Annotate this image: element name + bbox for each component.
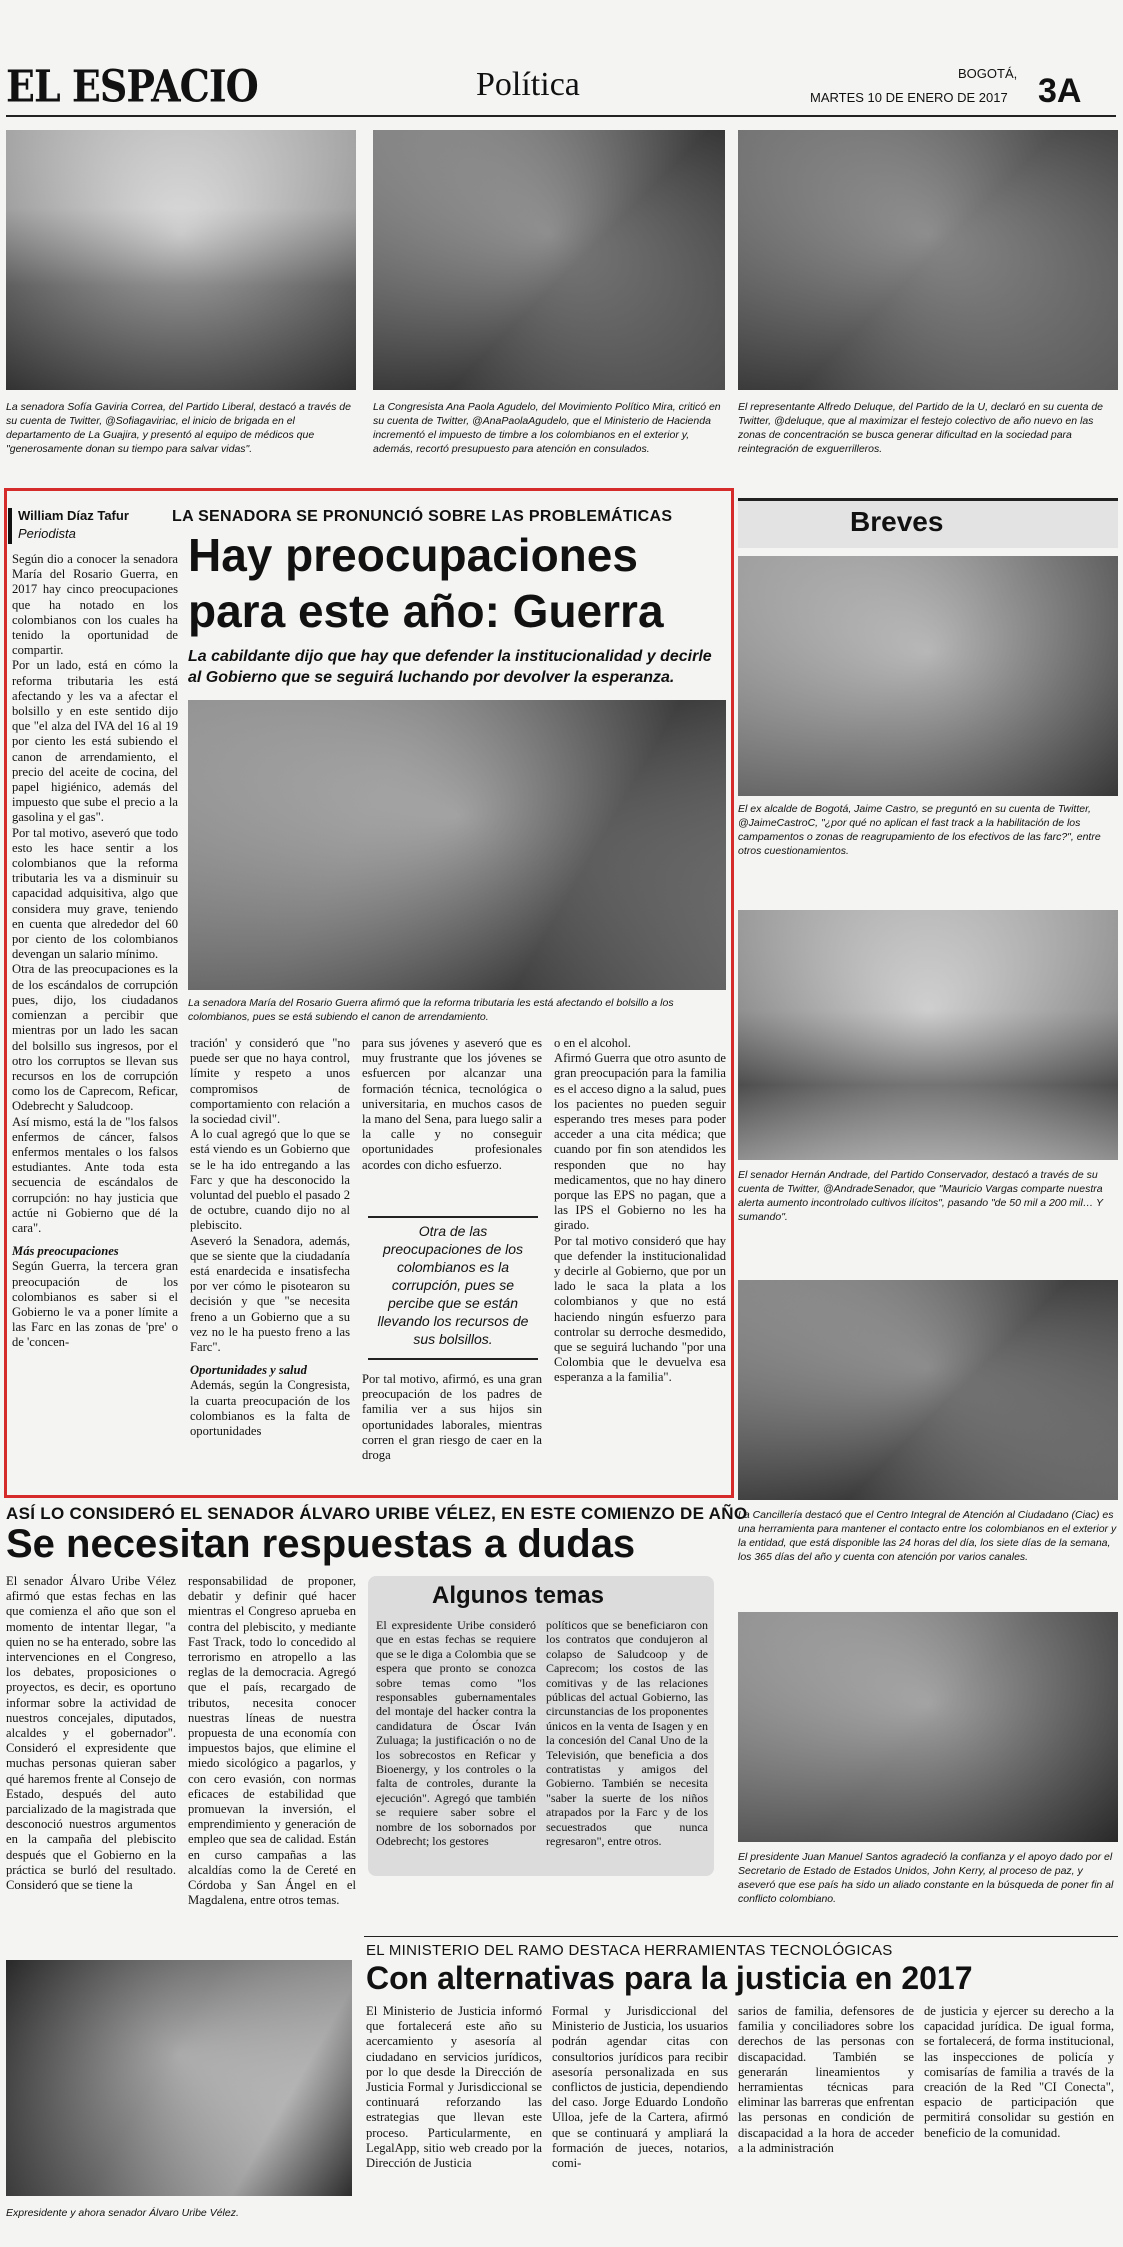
main-kicker: LA SENADORA SE PRONUNCIÓ SOBRE LAS PROBLEMÁTICAS [172, 508, 673, 525]
paragraph: políticos que se beneficiaron con los contratos que condujeron al colapso de Saludcoop y de Caprecom; los costos de las comitivas y de las relaciones públicas del actual Gobierno, las circunstancias de los proponentes únicos en la venta de Isagen y en la concesión del Canal Uno de la Televisión, que beneficia a dos contratistas y amigos del Gobierno. También se necesita "saber la suerte de los niños atrapados por la Farc y de los secuestrados que nunca regresaron", entre otros. [546, 1618, 708, 1849]
justice-rule [364, 1936, 1118, 1937]
photo-santos [738, 1612, 1118, 1842]
city: BOGOTÁ, [958, 66, 1018, 81]
caption-guerra: La senadora María del Rosario Guerra afirmó que la reforma tributaria les está afectando el bolsillo a los colombianos, pues se está subiendo el canon de arrendamiento. [188, 997, 674, 1023]
masthead-rule [6, 115, 1116, 117]
photo-guerra [188, 700, 726, 990]
breves-title: Breves [850, 506, 944, 537]
main-headline-line2: para este año: Guerra [188, 585, 664, 637]
caption-andrade: El senador Hernán Andrade, del Partido Conservador, destacó a través de su cuenta de Twitter, @AndradeSenador, que "Mauricio Vargas comparte nuestra alerta aumento incontrolado cultivos ilícitos", pasando "de 50 mil a 200 mil… Y sumando". [738, 1169, 1103, 1223]
paragraph: A lo cual agregó que lo que se está viendo es un Gobierno que se le ha ido entregando a las Farc y que ha desconocido la voluntad del pueblo el pasado 2 de octubre, cuando dijo no al plebiscito. [190, 1127, 350, 1233]
paragraph: tración' y consideró que "no puede ser que no haya control, límite y respeto a unos compromisos de comportamiento con relación a la sociedad civil". [190, 1036, 350, 1127]
paragraph: Afirmó Guerra que otro asunto de gran preocupación para la familia es el acceso digno a la salud, pues los pacientes no pueden seguir esperando tres meses para poder acceder a una cita médica; que cuando por fin son atendidos les responden que no hay medicamentos, que no hay dinero porque las EPS no pagan, que a las IPS el Gobierno no les ha girado. [554, 1051, 726, 1233]
justice-kicker: EL MINISTERIO DEL RAMO DESTACA HERRAMIENTAS TECNOLÓGICAS [366, 1942, 893, 1959]
uribe-col-1 [6, 1574, 176, 1893]
paragraph: para sus jóvenes y aseveró que es muy frustrante que los jóvenes se esfuercen por alcanzar una formación técnica, tecnológica o universitaria, en muchos casos de la mano del Sena, para luego salir a la calle y no conseguir oportunidades profesionales acordes con dicho esfuerzo. [362, 1036, 542, 1172]
section-title: Política [476, 66, 580, 103]
caption-agudelo: La Congresista Ana Paola Agudelo, del Movimiento Político Mira, criticó en su cuenta de Twitter, @AnaPaolaAgudelo, que el Ministerio de Hacienda incrementó el impuesto de timbre a los colombianos en el exterior y, además, recortó presupuesto para atención en consulados. [373, 401, 721, 455]
uribe-kicker: ASÍ LO CONSIDERÓ EL SENADOR ÁLVARO URIBE VÉLEZ, EN ESTE COMIENZO DE AÑO [6, 1504, 748, 1523]
paragraph: o en el alcohol. [554, 1036, 631, 1050]
date: MARTES 10 DE ENERO DE 2017 [810, 90, 1008, 105]
paragraph: Por un lado, está en cómo la reforma tributaria les está afectando y les va a afectar el bolsillo y en este sentido dijo que "el alza del IVA del 16 al 19 por ciento les está subiendo el canon de arrendamiento, el precio del aceite de cocina, del papel higiénico, además del impuesto que sube el precio a la gasolina y el gas". [12, 658, 178, 825]
paragraph: sarios de familia, defensores de familia y conciliadores sobre los derechos de las personas con discapacidad. También se generarán lineamientos y herramientas técnicas para eliminar las barreras que enfrentan las personas en condición de discapacidad a la hora de acceder a la administración [738, 2004, 914, 2155]
paragraph: Así mismo, está la de "los falsos enfermos de cáncer, falsos enfermos mentales o los falsos estudiantes. Ante toda esta secuencia de escándalos de corrupción: no hay justicia que actúe ni Gobierno que dé la cara". [12, 1114, 178, 1235]
caption-uribe: Expresidente y ahora senador Álvaro Uribe Vélez. [6, 2207, 239, 2219]
main-col-3b [362, 1372, 542, 1463]
photo-jaime-castro [738, 556, 1118, 796]
subheading: Oportunidades y salud [190, 1363, 307, 1378]
main-col-4 [554, 1036, 726, 1386]
photo-gaviria-brigade [6, 130, 356, 390]
caption-deluque: El representante Alfredo Deluque, del Partido de la U, declaró en su cuenta de Twitter, @deluque, que al maximizar el festejo colectivo de año nuevo en las zonas de concentración se busca generar dificultad en la sociedad para reintegración de exguerrilleros. [738, 401, 1104, 455]
pullquote-rule-bottom [368, 1358, 538, 1360]
paragraph: El Ministerio de Justicia informó que fortalecerá este año su acercamiento y asesoría al ciudadano en servicios jurídicos, por lo que desde la Dirección de Justicia Formal y Jurisdiccional se continuará reforzando las estrategias que llevan este proceso. Particularmente, en LegalApp, sitio web creado por la Dirección de Justicia [366, 2004, 542, 2171]
main-col-3 [362, 1036, 542, 1173]
paragraph: Por tal motivo, afirmó, es una gran preocupación de los padres de familia ver a sus hijos sin oportunidades laborales, mientras corren el gran riesgo de caer en la droga [362, 1372, 542, 1463]
paragraph: El expresidente Uribe consideró que en estas fechas se requiere que se le diga a Colombia que se espera que pronto se conozca sobre temas como "los responsables gubernamentales del montaje del hacker contra la candidatura de Óscar Iván Zuluaga; la justificación o no de los sobrecostos en Reficar y Bioenergy, y los controles o la falta de controles, durante la ejecución". Agregó que también se requiere saber sobre el nombre de los sobornados por Odebrecht; los gestores [376, 1618, 536, 1849]
justice-col-1 [366, 2004, 542, 2171]
paragraph: Formal y Jurisdiccional del Ministerio de Justicia, los usuarios podrán agendar citas con consultorios jurídicos para recibir asesoría personalizada en sus conflictos de justicia, dependiendo del caso. Jorge Eduardo Londoño Ulloa, jefe de la Cartera, afirmó que se continuará y ampliará la formación de jueces, notarios, comi- [552, 2004, 728, 2171]
photo-deluque [738, 130, 1118, 390]
subheading: Más preocupaciones [12, 1244, 119, 1259]
paragraph: Además, según la Congresista, la cuarta preocupación de los colombianos es la falta de oportunidades [190, 1378, 350, 1439]
photo-andrade-conference [738, 910, 1118, 1160]
pullquote: Otra de las preocupaciones de los colombianos es la corrupción, pues se percibe que se están llevando los recursos de sus bolsillos. [377, 1223, 529, 1347]
paragraph: Por tal motivo consideró que hay que defender la institucionalidad y decirle al Gobierno, que por un lado le saca la plata a los colombianos y que no está haciendo ningún esfuerzo para controlar su derroche desmedido, que se seguirá luchando "por una Colombia que le devuelva esa esperanza a la familia". [554, 1233, 726, 1385]
justice-headline: Con alternativas para la justicia en 2017 [366, 1960, 973, 1996]
photo-cancilleria-laptop [738, 1280, 1118, 1500]
algunos-temas-col-1 [376, 1618, 536, 1849]
page-number: 3A [1038, 72, 1082, 110]
justice-col-2 [552, 2004, 728, 2171]
caption-cancilleria: La Cancillería destacó que el Centro Integral de Atención al Ciudadano (Ciac) es una herramienta para mantener el contacto entre los colombianos en el exterior y la entidad, que está disponible las 24 horas del día, los siete días de la semana, los 365 días del año y cuenta con atención por varios canales. [738, 1509, 1117, 1563]
author-name: William Díaz Tafur [18, 508, 129, 523]
uribe-col-2 [188, 1574, 356, 1908]
caption-santos: El presidente Juan Manuel Santos agradeció la confianza y el apoyo dado por el Secretario de Estado de Estados Unidos, John Kerry, al proceso de paz, y aseveró que ese país ha sido un aliado constante en la búsqueda de poner fin al conflicto colombiano. [738, 1851, 1114, 1905]
paragraph: Según Guerra, la tercera gran preocupación de los colombianos es saber si el Gobierno le va a poner límite a las Farc en las zonas de 'pre' o de 'concen- [12, 1259, 178, 1350]
algunos-temas-col-2 [546, 1618, 708, 1849]
main-col-2 [190, 1036, 350, 1439]
justice-col-3 [738, 2004, 914, 2156]
pullquote-rule-top [368, 1216, 538, 1218]
main-deck: La cabildante dijo que hay que defender la institucionalidad y decirle al Gobierno que se seguirá luchando por devolver la esperanza. [188, 648, 712, 686]
paragraph: Según dio a conocer la senadora María del Rosario Guerra, en 2017 hay cinco preocupaciones que ha notado en los colombianos con los cuales ha tenido la oportunidad de compartir. [12, 552, 178, 658]
algunos-temas-title: Algunos temas [432, 1582, 605, 1609]
photo-uribe [6, 1960, 352, 2196]
uribe-headline: Se necesitan respuestas a dudas [6, 1522, 636, 1566]
paragraph: Por tal motivo, aseveró que todo esto les hace sentir a los colombianos que la reforma tributaria les va a disminuir su capacidad adquisitiva, algo que considera muy grave, teniendo en cuenta que alrededor del 60 por ciento de los colombianos devengan un salario mínimo. [12, 825, 178, 962]
paragraph: Otra de las preocupaciones es la de los escándalos de corrupción pues, dijo, los ciudadanos comienzan a percibir que mientras por un lado les sacan del bolsillo sus ingresos, por el otro los corruptos se llevan sus recursos en los de corrupción como los de Caprecom, Reficar, Odebrecht y Saludcoop. [12, 962, 178, 1114]
main-col-1 [12, 552, 178, 1351]
newspaper-logo: EL ESPACIO [6, 60, 258, 112]
caption-gaviria: La senadora Sofía Gaviria Correa, del Partido Liberal, destacó a través de su cuenta de Twitter, @Sofiagaviriac, el inicio de brigada en el departamento de La Guajira, y presentó al equipo de médicos que "generosamente donan su tiempo para salvar vidas". [6, 401, 351, 455]
paragraph: de justicia y ejercer su derecho a la capacidad jurídica. De igual forma, se fortalecerá, de forma institucional, las inspecciones de policía y comisarías de familia a través de la creación de la Red "CI Conecta", espacio de participación que permitirá consolidar su gestión en beneficio de la comunidad. [924, 2004, 1114, 2140]
photo-agudelo-passport [373, 130, 725, 390]
paragraph: El senador Álvaro Uribe Vélez afirmó que estas fechas en las que comienza el año que son el momento de intentar llegar, "a quien no se ha enterado, sobre las intervenciones en el Congreso, los debates, proposiciones o proyectos, es decir, es oportuno informar sobre la actividad de nuestros concejales, diputados, alcaldes y el gobernador". Consideró el expresidente que muchas personas quieran saber qué haremos frente al Consejo de Estado, después del auto parcializado de la magistrada que desconoció nuestros argumentos en la campaña del plebiscito después que el Gobierno en la práctica se burló del resultado. Consideró que se tiene la [6, 1574, 176, 1893]
main-headline-line1: Hay preocupaciones [188, 529, 638, 581]
author-role: Periodista [18, 526, 76, 541]
caption-castro: El ex alcalde de Bogotá, Jaime Castro, se preguntó en su cuenta de Twitter, @JaimeCastroC, "¿por qué no aplican el fast track a la habilitación de los campamentos o zonas de reagrupamiento de los efectivos de las farc?", entre otros cuestionamientos. [738, 803, 1101, 857]
paragraph: responsabilidad de proponer, debatir y definir qué hacer mientras el Congreso aprueba en contra del plebiscito, y mediante Fast Track, todo lo concedido al terrorismo en atropello a las reglas de la democracia. Agregó que el país, recargado de tributos, necesita conocer nuestras líneas de nuestra propuesta de una economía con impuestos bajos, que elimine el miedo sicológico a pagarlos, y con cero evasión, con normas eficaces de estabilidad que promuevan la inversión, el emprendimiento y generación de empleo que sea de calidad. Están en curso campañas a las alcaldías como la de Cereté en Córdoba y San Ángel en el Magdalena, entre otros temas. [188, 1574, 356, 1908]
paragraph: Aseveró la Senadora, además, que se siente que la ciudadanía está enardecida e insatisfecha por ver cómo le pisotearon su decisión y que "se necesita freno a un Gobierno que a su vez no le ha puesto freno a las Farc". [190, 1233, 350, 1355]
justice-col-4 [924, 2004, 1114, 2141]
author-bar [8, 508, 12, 544]
